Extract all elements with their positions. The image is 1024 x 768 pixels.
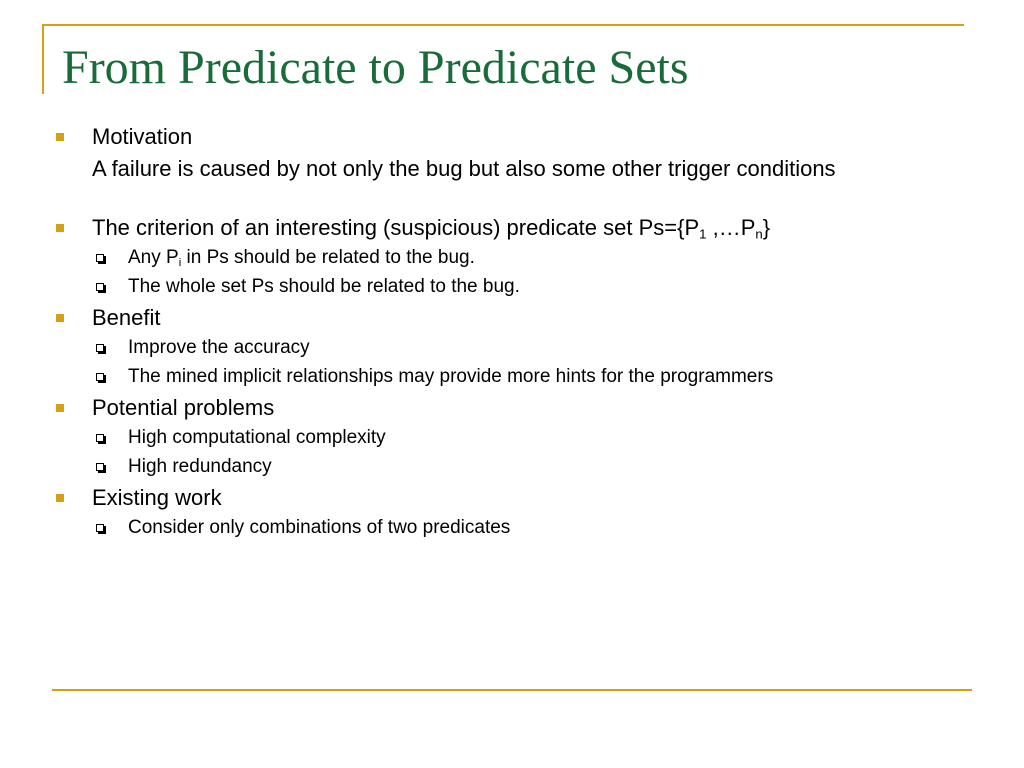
bullet-label: Existing work [92,485,222,510]
bottom-rule [52,689,972,691]
subbullet-whole-set [128,276,520,298]
bullet-label-mid: ,…P [706,215,756,240]
bullet-potential-problems [92,395,274,421]
subbullet-complexity [128,427,386,449]
bullet-label-suffix: } [762,215,771,240]
subbullet-label: The mined implicit relationships may provide more hints for the programmers [128,366,774,387]
square-bullet-icon [56,494,64,502]
subbullet-suffix: in Ps should be related to the bug. [181,247,475,268]
box-bullet-icon [96,434,104,442]
box-bullet-icon [96,344,104,352]
bullet-label: Potential problems [92,395,275,420]
bullet-benefit [92,305,161,331]
box-bullet-icon [96,463,104,471]
box-bullet-icon [96,373,104,381]
left-rule [42,24,44,94]
subscript-i: i [178,256,182,269]
subbullet-label: The whole set Ps should be related to the bug. [128,276,520,297]
square-bullet-icon [56,224,64,232]
bullet-criterion [92,215,770,241]
subbullet-prefix: Any P [128,247,179,268]
subbullet-any-pi [128,247,475,269]
subbullet-label: Consider only combinations of two predicates [128,517,511,538]
bullet-motivation [92,124,192,150]
box-bullet-icon [96,283,104,291]
bullet-existing-work [92,485,222,511]
subscript-1: 1 [699,226,707,242]
subbullet-two-predicates [128,517,510,539]
square-bullet-icon [56,314,64,322]
top-rule [42,24,964,26]
subbullet-label: High computational complexity [128,427,386,448]
subbullet-label: Improve the accuracy [128,337,310,358]
subbullet-accuracy [128,337,310,359]
slide-title: From Predicate to Predicate Sets [62,41,689,94]
bullet-label: Benefit [92,305,161,330]
bullet-label: Motivation [92,124,193,149]
box-bullet-icon [96,524,104,532]
subbullet-label: High redundancy [128,456,272,477]
subscript-n: n [755,226,763,242]
subbullet-redundancy [128,456,272,478]
bullet-label-prefix: The criterion of an interesting (suspicious) predicate set Ps={P [92,215,700,240]
square-bullet-icon [56,133,64,141]
subbullet-implicit-relationships [128,366,773,388]
square-bullet-icon [56,404,64,412]
box-bullet-icon [96,254,104,262]
motivation-detail: A failure is caused by not only the bug but also some other trigger conditions [92,156,836,181]
